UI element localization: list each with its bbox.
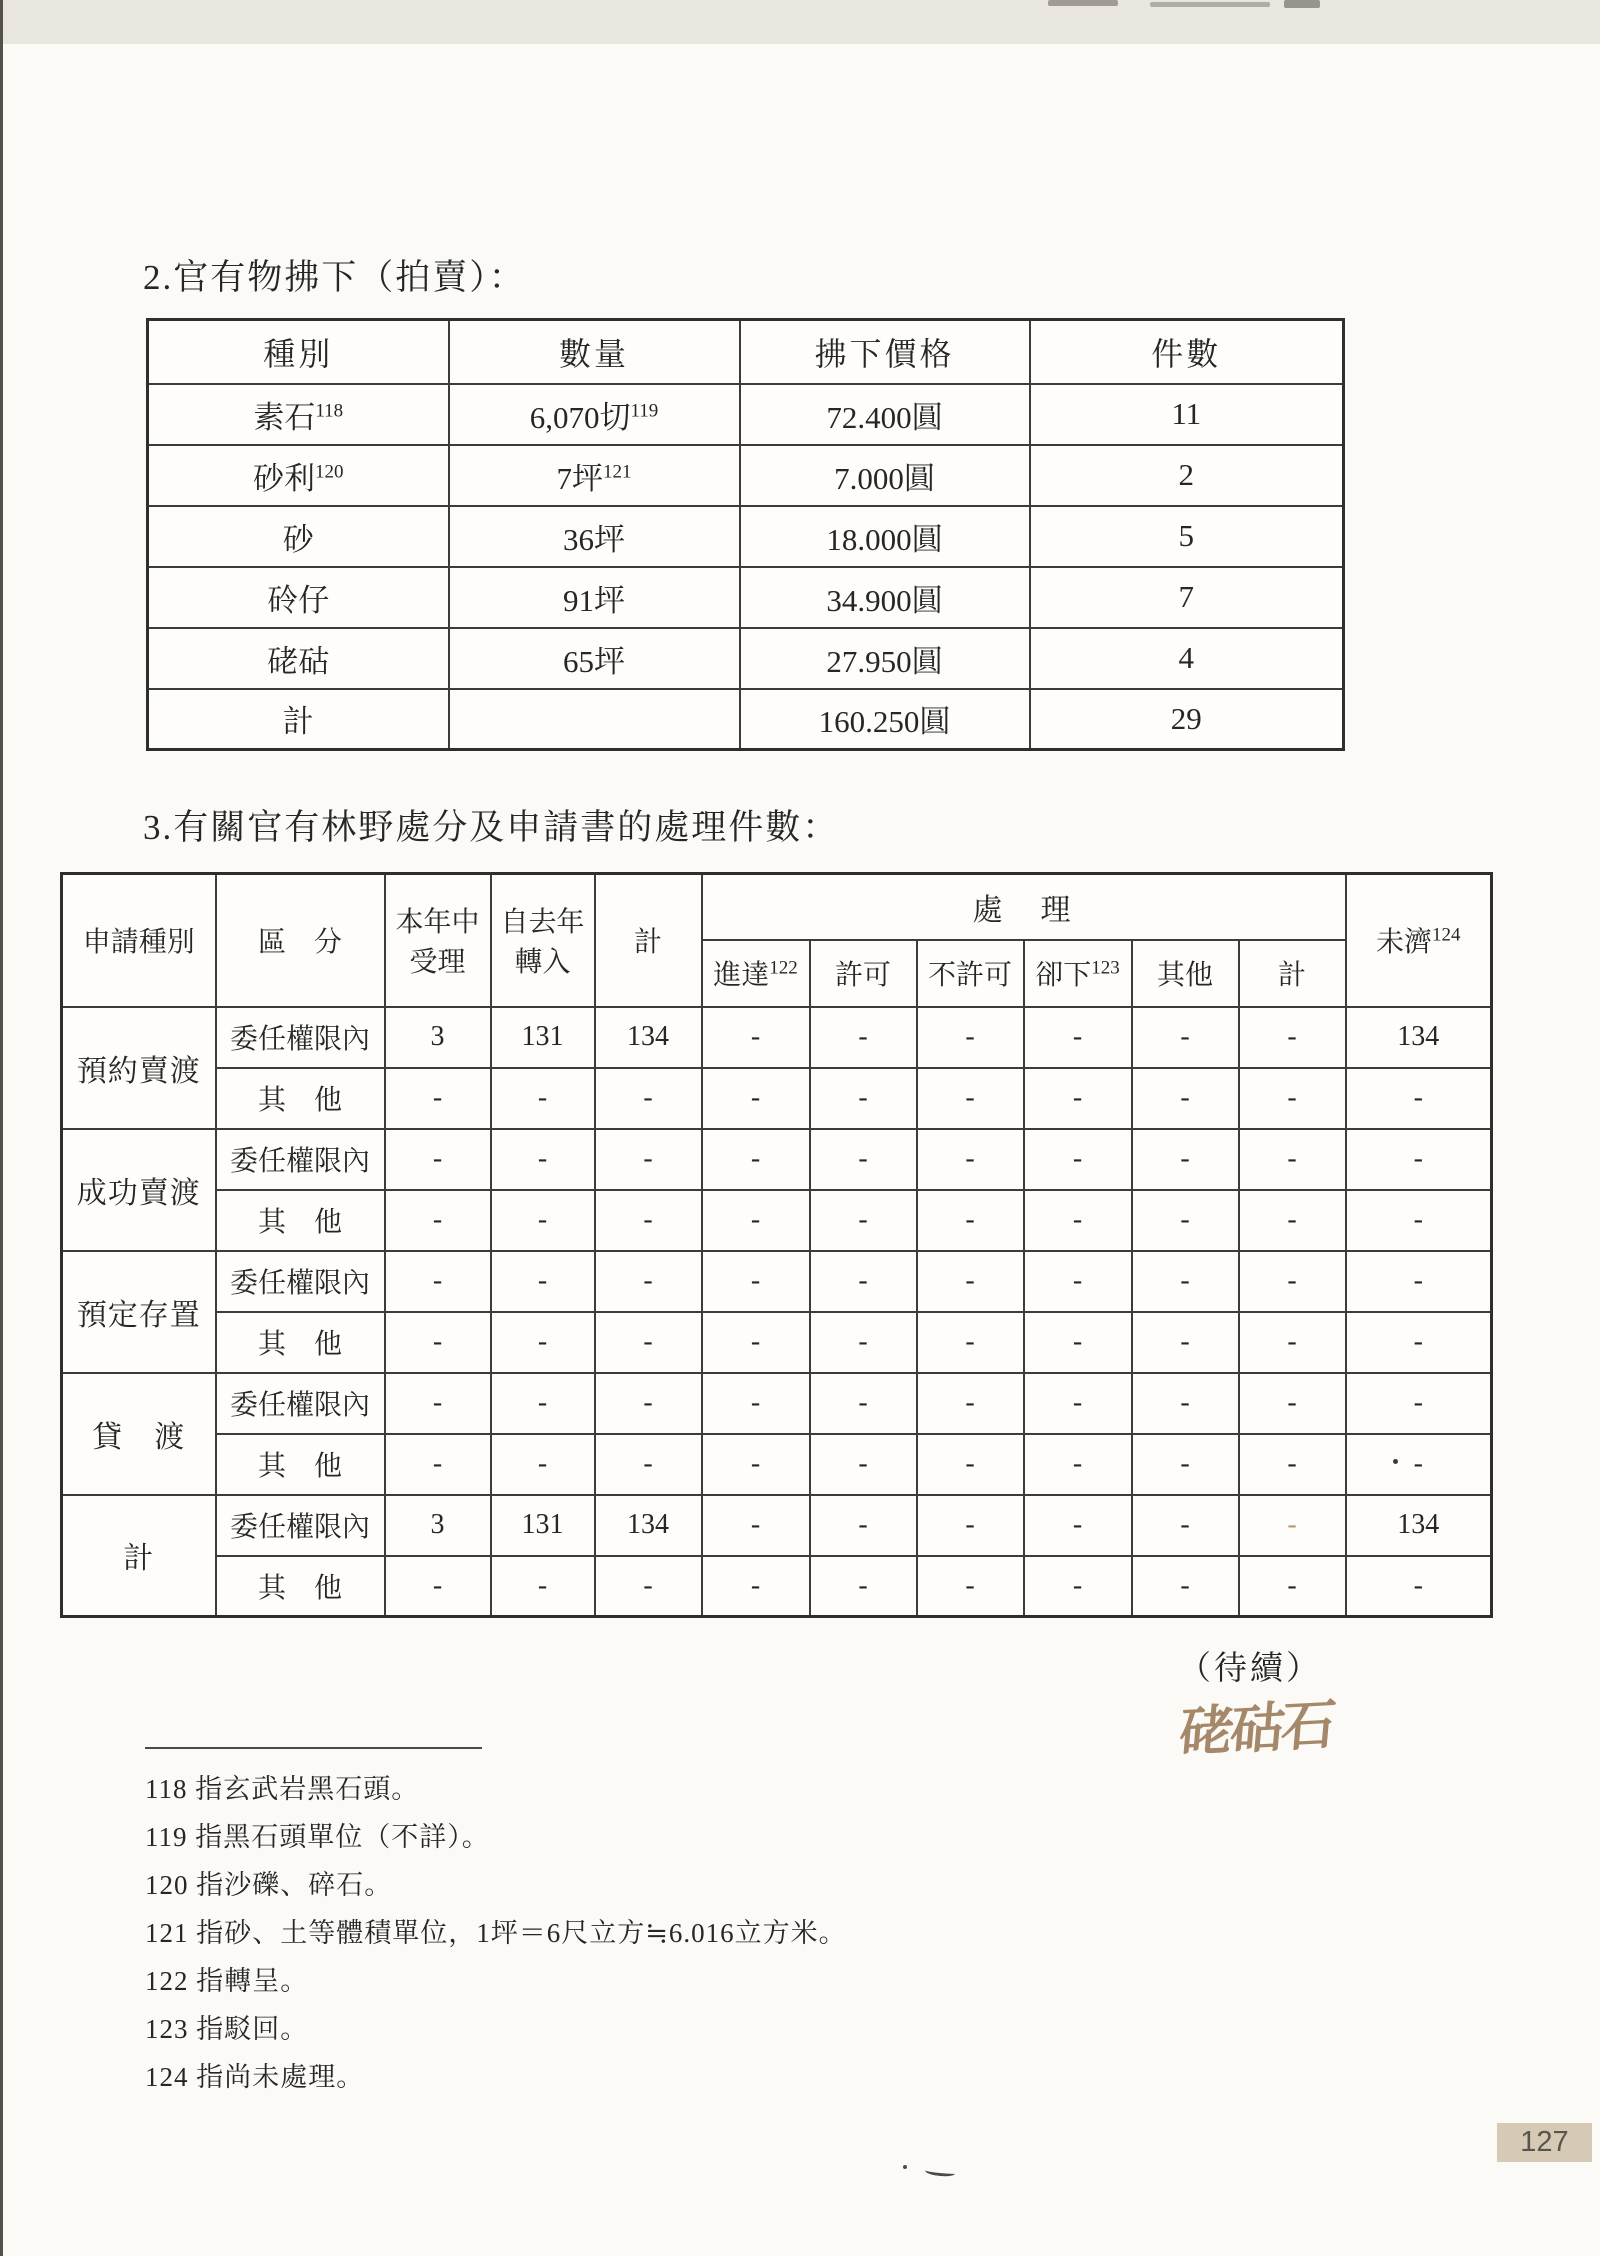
quantity-cell xyxy=(449,689,740,750)
value-cell: - xyxy=(810,1190,917,1251)
footnote-ref: 118 xyxy=(315,400,344,422)
value-cell: 131 xyxy=(491,1495,595,1556)
value-cell: - xyxy=(1024,1495,1132,1556)
scan-artifact xyxy=(1284,0,1320,8)
value-cell: - xyxy=(1132,1190,1239,1251)
footnotes xyxy=(145,1765,847,2101)
table-header-row xyxy=(62,874,1492,940)
scope-cell: 委任權限內 xyxy=(216,1373,385,1434)
value-cell: - xyxy=(385,1434,491,1495)
value-cell: - xyxy=(1132,1129,1239,1190)
col-header-count: 件數 xyxy=(1030,320,1344,384)
value-cell: - xyxy=(702,1007,810,1068)
cell-text: 6,070切 xyxy=(529,399,631,435)
count-cell: 29 xyxy=(1030,689,1344,750)
auction-table xyxy=(146,318,1345,751)
value-cell: - xyxy=(1346,1190,1492,1251)
footnote-line: 120 指沙礫、碎石。 xyxy=(145,1870,393,1900)
value-cell: - xyxy=(810,1068,917,1129)
value-cell: - xyxy=(1024,1129,1132,1190)
value-cell: - xyxy=(810,1556,917,1617)
value-cell: - xyxy=(1132,1556,1239,1617)
scope-cell: 其 他 xyxy=(216,1190,385,1251)
subcol-other: 其他 xyxy=(1132,940,1239,1007)
table-row xyxy=(148,506,1344,567)
value-cell: - xyxy=(491,1373,595,1434)
value-cell: - xyxy=(491,1068,595,1129)
scope-cell: 委任權限內 xyxy=(216,1495,385,1556)
value-cell: - xyxy=(385,1556,491,1617)
value-cell: - xyxy=(1024,1312,1132,1373)
scan-artifact-mark xyxy=(925,2166,956,2177)
row-group-label: 預約賣渡 xyxy=(62,1007,216,1129)
table-row xyxy=(148,445,1344,506)
value-cell: - xyxy=(1346,1312,1492,1373)
value-cell: - xyxy=(702,1068,810,1129)
value-cell: - xyxy=(385,1373,491,1434)
value-cell: 3 xyxy=(385,1007,491,1068)
value-cell: - xyxy=(1239,1556,1346,1617)
subcol-rejected xyxy=(1024,940,1132,1007)
subcol-forwarded xyxy=(702,940,810,1007)
value-cell: - xyxy=(1239,1373,1346,1434)
value-cell: - xyxy=(1239,1068,1346,1129)
scope-cell: 其 他 xyxy=(216,1068,385,1129)
col-header-price: 拂下價格 xyxy=(740,320,1030,384)
header-text: 未濟 xyxy=(1376,927,1433,959)
value-cell: 134 xyxy=(595,1007,702,1068)
count-cell: 7 xyxy=(1030,567,1344,628)
value-cell: - xyxy=(595,1434,702,1495)
scope-cell: 其 他 xyxy=(216,1312,385,1373)
subcol-approved: 許可 xyxy=(810,940,917,1007)
value-cell: - xyxy=(1239,1251,1346,1312)
footnote-ref: 120 xyxy=(315,461,344,483)
header-text: 進達 xyxy=(713,960,770,991)
value-cell: - xyxy=(1239,1434,1346,1495)
value-cell: - xyxy=(702,1495,810,1556)
price-cell: 18.000圓 xyxy=(740,506,1030,567)
header-line: 本年中 xyxy=(395,907,480,939)
subcol-not-approved: 不許可 xyxy=(917,940,1024,1007)
value-cell: - xyxy=(385,1312,491,1373)
scan-artifact-mark xyxy=(903,2165,907,2169)
value-cell: - xyxy=(1132,1007,1239,1068)
table-row xyxy=(62,1068,1492,1129)
value-cell: - xyxy=(810,1251,917,1312)
col-header-carried-over xyxy=(491,874,595,1007)
value-cell: - xyxy=(1132,1312,1239,1373)
scan-top-edge xyxy=(0,0,1600,44)
value-cell: - xyxy=(1024,1434,1132,1495)
scope-cell: 委任權限內 xyxy=(216,1251,385,1312)
value-cell: - xyxy=(810,1129,917,1190)
value-cell: - xyxy=(595,1312,702,1373)
value-cell: - xyxy=(810,1373,917,1434)
col-header-received xyxy=(385,874,491,1007)
section-2-heading: 2.官有物拂下（拍賣）： xyxy=(143,258,526,297)
price-cell: 7.000圓 xyxy=(740,445,1030,506)
value-cell: - xyxy=(1024,1007,1132,1068)
value-cell: - xyxy=(385,1068,491,1129)
price-cell: 34.900圓 xyxy=(740,567,1030,628)
value-cell: - xyxy=(1239,1007,1346,1068)
value-cell: - xyxy=(702,1312,810,1373)
handwritten-stamp: 硓𥑮石 xyxy=(1177,1694,1336,1764)
footnote-ref: 122 xyxy=(769,957,798,979)
scope-cell: 委任權限內 xyxy=(216,1129,385,1190)
col-header-kind: 種別 xyxy=(148,320,449,384)
value-cell: - xyxy=(917,1556,1024,1617)
footnote-ref: 124 xyxy=(1432,924,1461,946)
value-cell: 131 xyxy=(491,1007,595,1068)
col-header-category: 區 分 xyxy=(216,874,385,1007)
value-cell: - xyxy=(1239,1190,1346,1251)
value-cell: - xyxy=(1132,1495,1239,1556)
value-cell: - xyxy=(491,1556,595,1617)
col-group-processing: 處 理 xyxy=(702,874,1346,940)
row-group-label: 計 xyxy=(62,1495,216,1617)
table-row xyxy=(148,567,1344,628)
count-cell: 4 xyxy=(1030,628,1344,689)
value-cell: - xyxy=(595,1190,702,1251)
footnote-ref: 121 xyxy=(603,461,632,483)
value-cell: - xyxy=(595,1251,702,1312)
kind-cell: 硓𥑮 xyxy=(148,628,449,689)
quantity-cell: 36坪 xyxy=(449,506,740,567)
value-cell: 3 xyxy=(385,1495,491,1556)
value-cell: - xyxy=(917,1495,1024,1556)
table-row xyxy=(148,628,1344,689)
value-cell: - xyxy=(491,1129,595,1190)
value-cell: - xyxy=(810,1495,917,1556)
table-row xyxy=(62,1495,1492,1556)
value-cell: - xyxy=(917,1190,1024,1251)
value-cell: - xyxy=(702,1129,810,1190)
scope-cell: 其 他 xyxy=(216,1556,385,1617)
footnote-line: 123 指駁回。 xyxy=(145,2014,309,2044)
table-row xyxy=(148,689,1344,750)
value-cell: - xyxy=(702,1556,810,1617)
col-header-pending xyxy=(1346,874,1492,1007)
value-cell: - xyxy=(1132,1068,1239,1129)
footnote-line: 122 指轉呈。 xyxy=(145,1966,309,1996)
value-cell: - xyxy=(1024,1251,1132,1312)
value-cell: - xyxy=(1024,1556,1132,1617)
kind-cell: 砂 xyxy=(148,506,449,567)
row-group-label: 貸 渡 xyxy=(62,1373,216,1495)
value-cell: - xyxy=(491,1434,595,1495)
value-cell: - xyxy=(385,1251,491,1312)
value-cell: - xyxy=(1132,1434,1239,1495)
value-cell: - xyxy=(1239,1129,1346,1190)
scan-artifact-dot xyxy=(1393,1459,1398,1464)
scan-artifact xyxy=(1048,0,1118,6)
table-row xyxy=(62,1129,1492,1190)
value-cell: - xyxy=(702,1190,810,1251)
table-row xyxy=(62,1007,1492,1068)
header-line: 轉入 xyxy=(514,947,571,979)
footnote-line: 124 指尚未處理。 xyxy=(145,2062,365,2092)
quantity-cell: 65坪 xyxy=(449,628,740,689)
table-row xyxy=(148,384,1344,445)
page-number: 127 xyxy=(1497,2123,1592,2162)
col-header-application-type: 申請種別 xyxy=(62,874,216,1007)
value-cell: - xyxy=(1346,1373,1492,1434)
footnote-line: 121 指砂、土等體積單位，1坪＝6尺立方≒6.016立方米。 xyxy=(145,1918,847,1948)
table-row xyxy=(62,1251,1492,1312)
value-cell: - xyxy=(917,1434,1024,1495)
to-be-continued-note: （待續） xyxy=(1178,1651,1322,1687)
table-row xyxy=(62,1434,1492,1495)
table-row xyxy=(62,1190,1492,1251)
footnote-ref: 119 xyxy=(630,400,659,422)
value-cell: - xyxy=(1024,1068,1132,1129)
row-group-label: 預定存置 xyxy=(62,1251,216,1373)
table-row xyxy=(62,1312,1492,1373)
value-cell: - xyxy=(810,1312,917,1373)
value-cell: - xyxy=(1346,1434,1492,1495)
header-line: 自去年 xyxy=(500,907,585,939)
value-cell: - xyxy=(917,1068,1024,1129)
scan-artifact xyxy=(1150,2,1270,7)
value-cell: - xyxy=(385,1129,491,1190)
price-cell: 72.400圓 xyxy=(740,384,1030,445)
price-cell: 160.250圓 xyxy=(740,689,1030,750)
scope-cell: 委任權限內 xyxy=(216,1007,385,1068)
value-cell: - xyxy=(1346,1068,1492,1129)
cell-text: 砂利 xyxy=(253,460,315,496)
value-cell: - xyxy=(491,1190,595,1251)
value-cell: - xyxy=(702,1434,810,1495)
kind-cell: 砱仔 xyxy=(148,567,449,628)
col-header-total: 計 xyxy=(595,874,702,1007)
value-cell: - xyxy=(917,1312,1024,1373)
value-cell: - xyxy=(491,1312,595,1373)
footnote-line: 118 指玄武岩黑石頭。 xyxy=(145,1774,420,1804)
value-cell: - xyxy=(1239,1312,1346,1373)
value-cell: - xyxy=(595,1373,702,1434)
value-cell: - xyxy=(385,1190,491,1251)
footnote-line: 119 指黑石頭單位（不詳）。 xyxy=(145,1822,490,1852)
subcol-subtotal: 計 xyxy=(1239,940,1346,1007)
value-cell: 134 xyxy=(1346,1495,1492,1556)
count-cell: 2 xyxy=(1030,445,1344,506)
scan-left-edge xyxy=(0,0,3,2256)
scope-cell: 其 他 xyxy=(216,1434,385,1495)
cell-text: 7坪 xyxy=(556,460,603,496)
value-cell: - xyxy=(917,1007,1024,1068)
value-cell: - xyxy=(702,1373,810,1434)
value-cell: - xyxy=(595,1068,702,1129)
table-row xyxy=(62,1373,1492,1434)
value-cell: - xyxy=(1346,1556,1492,1617)
value-cell: - xyxy=(1346,1251,1492,1312)
count-cell: 11 xyxy=(1030,384,1344,445)
table-row xyxy=(62,1556,1492,1617)
value-cell: - xyxy=(1024,1373,1132,1434)
value-cell: - xyxy=(595,1129,702,1190)
header-text: 卻下 xyxy=(1035,960,1092,991)
footnote-divider xyxy=(145,1747,482,1749)
value-cell: - xyxy=(810,1007,917,1068)
value-cell: - xyxy=(917,1373,1024,1434)
value-cell: - xyxy=(917,1129,1024,1190)
kind-cell: 計 xyxy=(148,689,449,750)
value-cell: - xyxy=(595,1556,702,1617)
quantity-cell xyxy=(449,445,740,506)
value-cell: - xyxy=(1132,1373,1239,1434)
quantity-cell: 91坪 xyxy=(449,567,740,628)
value-cell: - xyxy=(702,1251,810,1312)
value-cell: - xyxy=(1239,1495,1346,1556)
section-3-heading: 3.有關官有林野處分及申請書的處理件數： xyxy=(143,808,840,847)
price-cell: 27.950圓 xyxy=(740,628,1030,689)
kind-cell xyxy=(148,384,449,445)
value-cell: 134 xyxy=(1346,1007,1492,1068)
cell-text: 素石 xyxy=(253,399,316,435)
value-cell: - xyxy=(1346,1129,1492,1190)
value-cell: - xyxy=(1132,1251,1239,1312)
value-cell: 134 xyxy=(595,1495,702,1556)
disposal-table xyxy=(60,872,1493,1618)
value-cell: - xyxy=(491,1251,595,1312)
count-cell: 5 xyxy=(1030,506,1344,567)
col-header-quantity: 數量 xyxy=(449,320,740,384)
table-header-row xyxy=(148,320,1344,384)
quantity-cell xyxy=(449,384,740,445)
value-cell: - xyxy=(917,1251,1024,1312)
value-cell: - xyxy=(810,1434,917,1495)
row-group-label: 成功賣渡 xyxy=(62,1129,216,1251)
header-line: 受理 xyxy=(409,947,466,979)
kind-cell xyxy=(148,445,449,506)
value-cell: - xyxy=(1024,1190,1132,1251)
footnote-ref: 123 xyxy=(1091,957,1120,979)
